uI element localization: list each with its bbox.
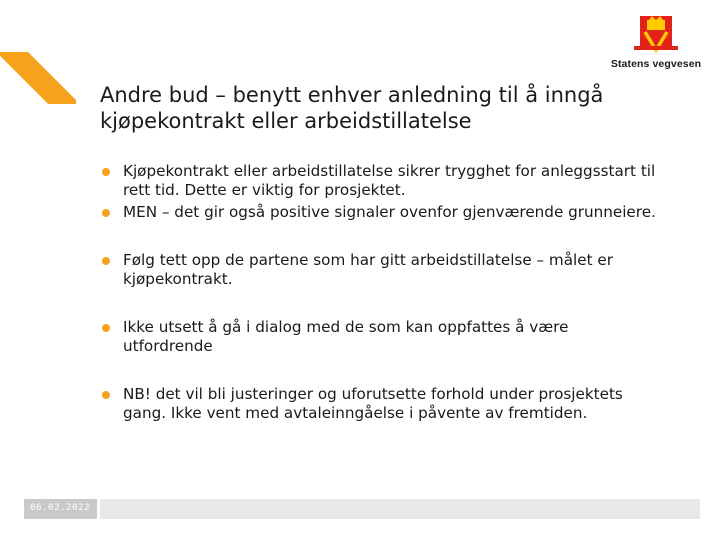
footer-date: 06.02.2022 (30, 503, 91, 513)
bullet-text: Kjøpekontrakt eller arbeidstillatelse sikrer trygghet for anleggsstart til rett tid. Dette er viktig for prosjektet. (123, 162, 656, 199)
bullet-text: NB! det vil bli justeringer og uforutsette forhold under prosjektets gang. Ikke vent med avtaleinngåelse i påvente av fremtiden. (123, 385, 623, 422)
bullet-dot (102, 168, 110, 176)
footer-bar (24, 499, 700, 519)
bullet-dot (102, 391, 110, 399)
bullet-text: Følg tett opp de partene som har gitt arbeidstillatelse – målet er kjøpekontrakt. (123, 251, 613, 288)
bullet-item (102, 318, 662, 356)
accent-tab (0, 52, 76, 104)
bullet-dot (102, 209, 110, 217)
bullet-text: MEN – det gir også positive signaler ovenfor gjenværende grunneiere. (123, 203, 656, 221)
slide-title: Andre bud – benytt enhver anledning til å inngå kjøpekontrakt eller arbeidstillatelse (100, 83, 604, 133)
statens-vegvesen-emblem-icon (634, 14, 678, 54)
bullet-item (102, 385, 662, 423)
bullet-item (102, 251, 662, 289)
bullet-item (102, 203, 662, 222)
statens-vegvesen-logo (606, 14, 706, 74)
bullet-text: Ikke utsett å gå i dialog med de som kan oppfattes å være utfordrende (123, 318, 569, 355)
logo-text: Statens vegvesen (610, 58, 702, 70)
bullet-dot (102, 257, 110, 265)
bullet-dot (102, 324, 110, 332)
bullet-list (102, 162, 662, 423)
bullet-item (102, 162, 662, 200)
